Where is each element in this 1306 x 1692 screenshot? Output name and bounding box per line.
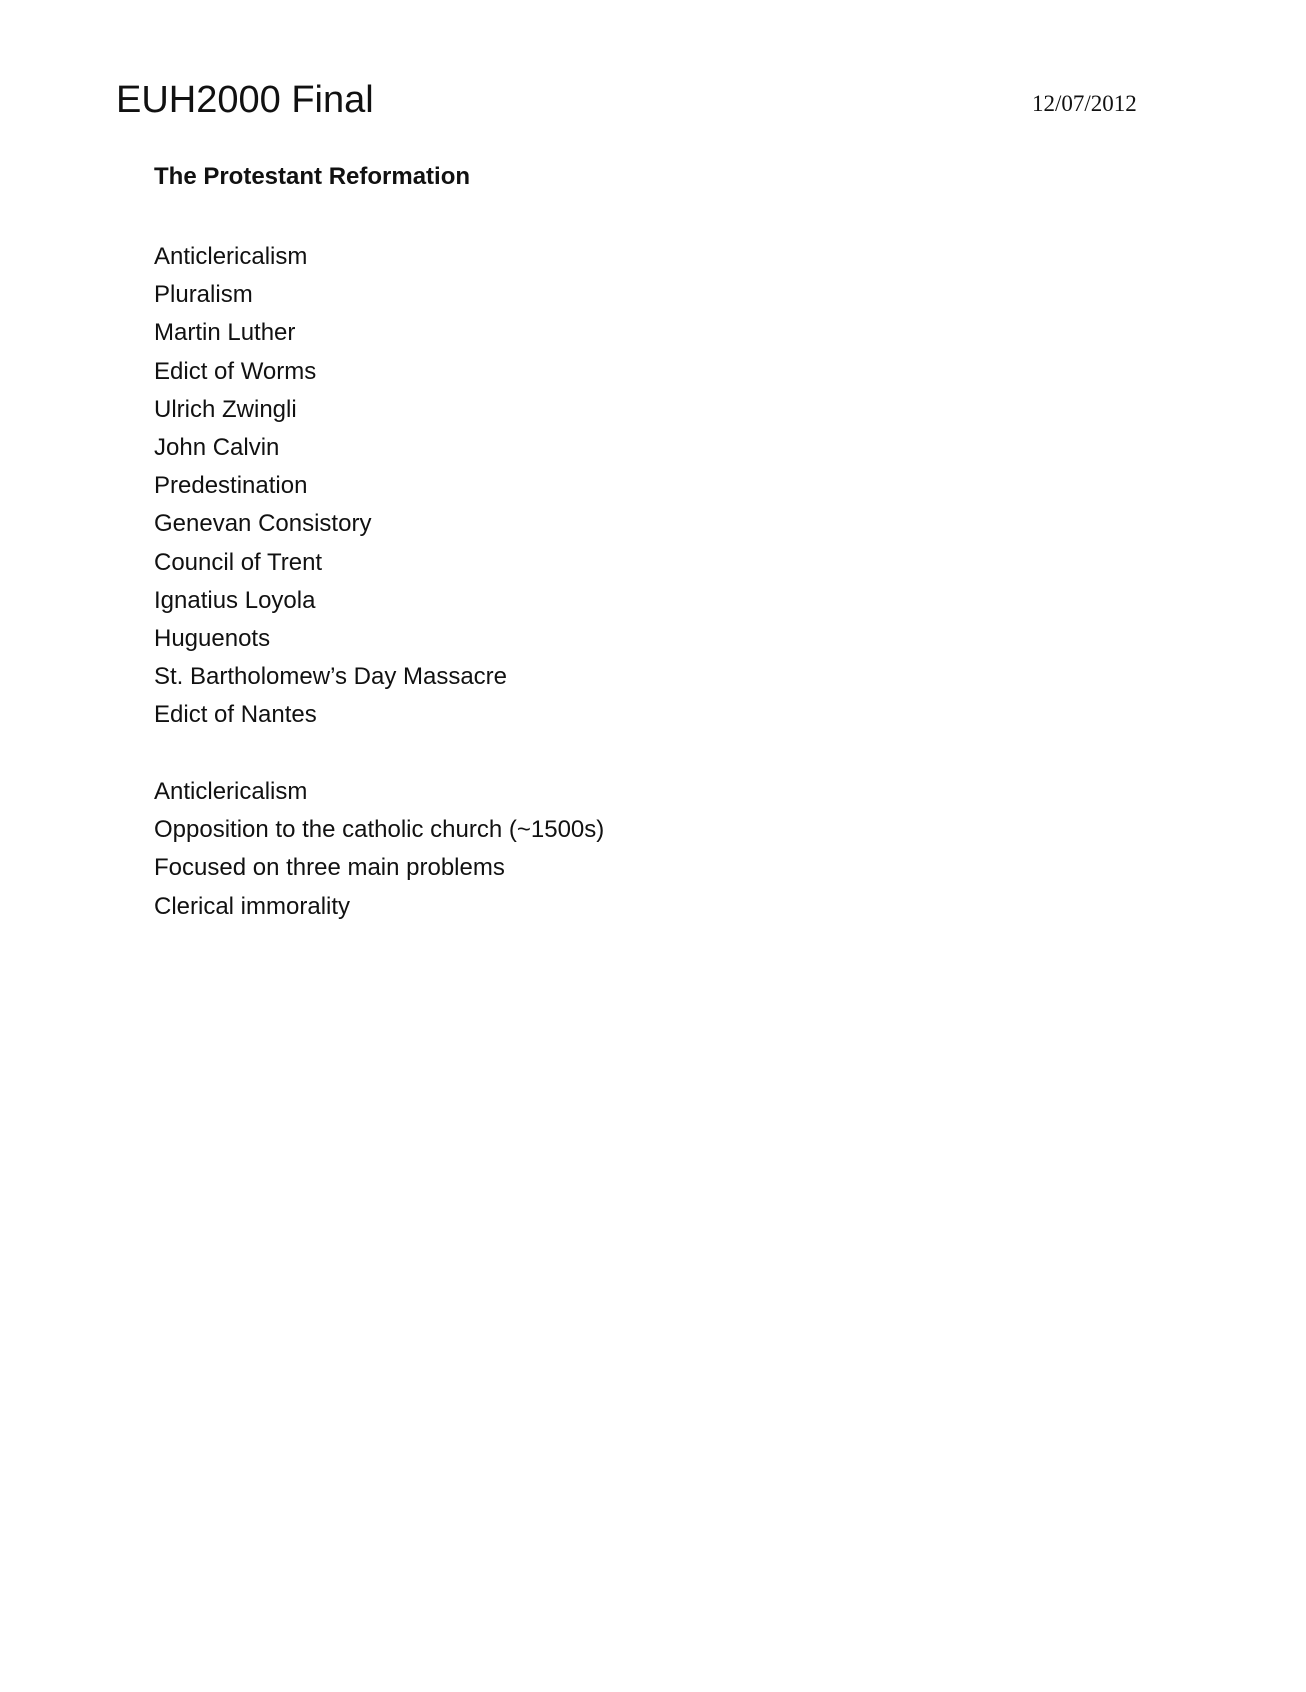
term-item: Ignatius Loyola (154, 586, 316, 614)
note-line: Focused on three main problems (154, 854, 505, 882)
note-line: Clerical immorality (154, 892, 351, 920)
term-list (154, 238, 507, 734)
term-item: Edict of Worms (154, 357, 317, 385)
note-line: Opposition to the catholic church (~1500s) (154, 816, 605, 844)
term-item: Anticlericalism (154, 243, 308, 270)
page-date: 12/07/2012 (1032, 91, 1137, 116)
term-item: Edict of Nantes (154, 701, 317, 729)
note-line: Anticlericalism (154, 778, 308, 805)
term-item: John Calvin (154, 433, 280, 461)
term-item: Martin Luther (154, 319, 296, 347)
term-item: Pluralism (154, 281, 253, 309)
term-item: Ulrich Zwingli (154, 395, 297, 423)
term-item: Genevan Consistory (154, 510, 372, 538)
term-item: St. Bartholomew’s Day Massacre (154, 663, 508, 691)
section-heading: The Protestant Reformation (154, 163, 471, 190)
page-title: EUH2000 Final (116, 79, 374, 121)
term-item: Council of Trent (154, 548, 323, 576)
notes-list (154, 773, 604, 926)
term-item: Predestination (154, 472, 308, 500)
term-item: Huguenots (154, 624, 271, 652)
